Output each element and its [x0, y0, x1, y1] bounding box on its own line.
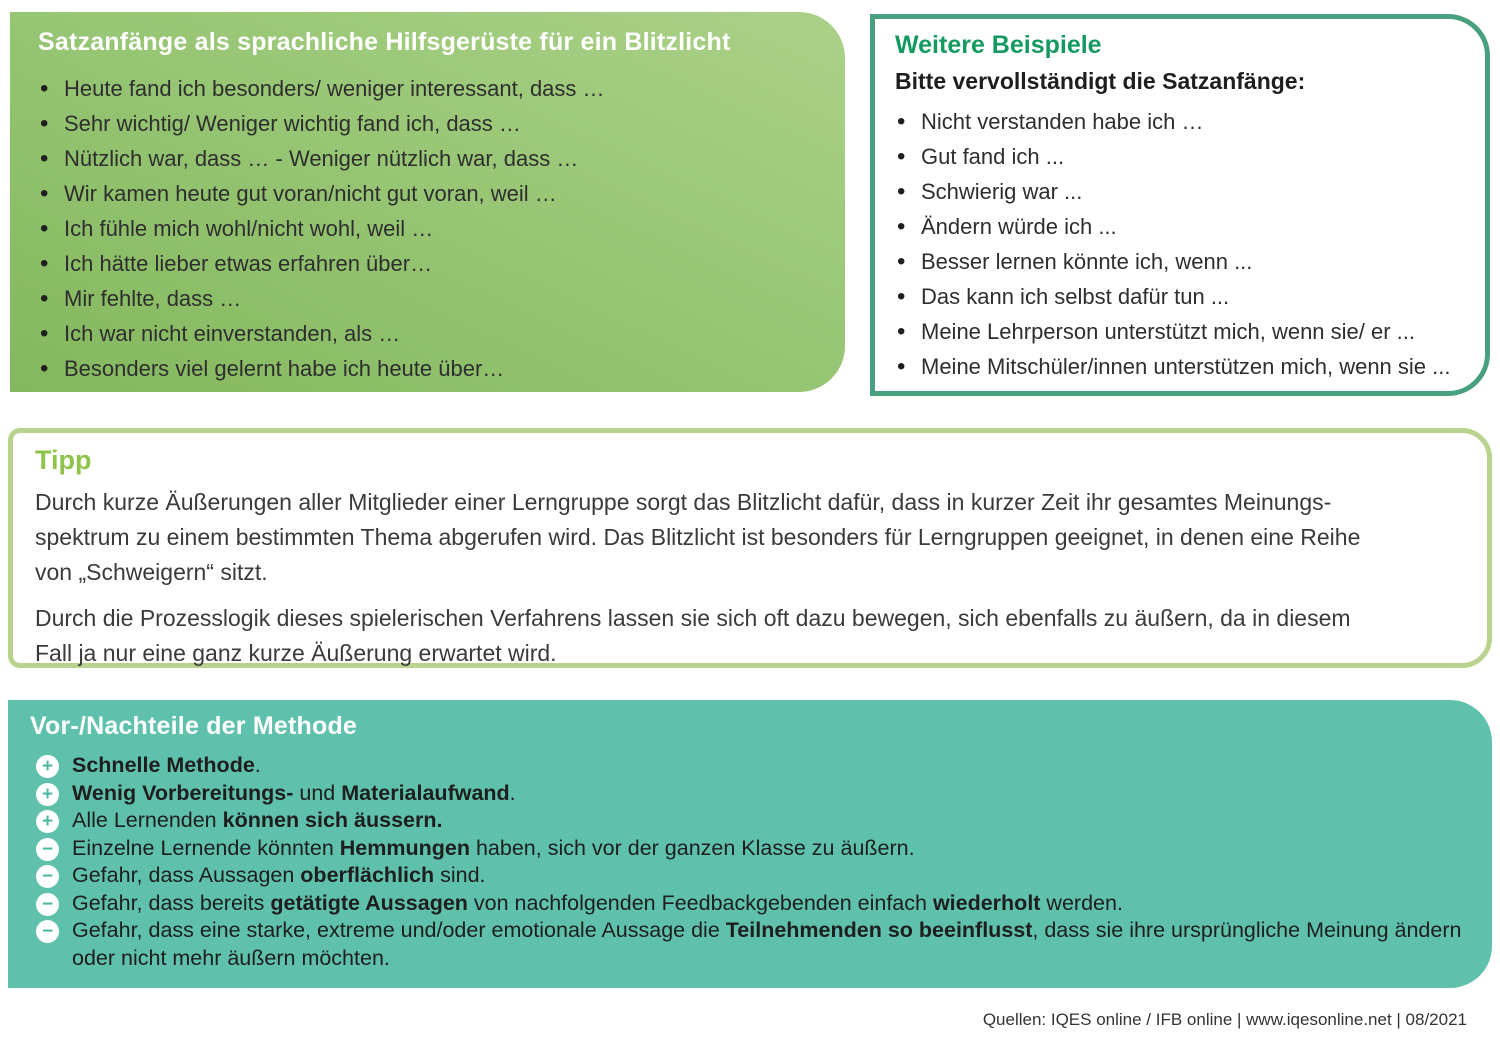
pros-cons-text: Wenig Vorbereitungs- und Materialaufwand.: [72, 780, 516, 805]
list-item: • Mir fehlte, dass …: [38, 281, 817, 316]
more-examples-list: [895, 104, 1467, 384]
pros-cons-item: [30, 835, 1468, 863]
tip-paragraphs: [35, 485, 1465, 671]
list-item: • Meine Lehrperson unterstützt mich, wenn sie/ er ...: [895, 314, 1467, 349]
tip-line: spektrum zu einem bestimmten Thema abgerufen wird. Das Blitzlicht ist besonders für Lerngruppen geeignet, in denen eine Reihe: [35, 524, 1361, 550]
pros-cons-item: [30, 862, 1468, 890]
list-item: • Nicht verstanden habe ich …: [895, 104, 1467, 139]
list-item: • Besonders viel gelernt habe ich heute über…: [38, 351, 817, 386]
pros-cons-text: Gefahr, dass bereits getätigte Aussagen von nachfolgenden Feedbackgebenden einfach wiederholt werden.: [72, 890, 1123, 915]
pros-cons-item: [30, 752, 1468, 780]
tip-line: von „Schweigern“ sitzt.: [35, 559, 268, 585]
pros-cons-text: Gefahr, dass eine starke, extreme und/oder emotionale Aussage die Teilnehmenden so beeinflusst, dass sie ihre ursprüngliche Meinung ändern oder nicht mehr äußern möchten.: [72, 918, 1462, 970]
pros-cons-item: [30, 890, 1468, 918]
tip-line: Durch die Prozesslogik dieses spielerischen Verfahrens lassen sie sich oft dazu bewegen, sich ebenfalls zu äußern, da in diesem: [35, 605, 1351, 631]
minus-icon: −: [36, 838, 59, 861]
plus-icon: +: [36, 755, 59, 778]
minus-icon: −: [36, 865, 59, 888]
pros-cons-box: [8, 700, 1492, 988]
tip-paragraph: [35, 485, 1465, 590]
tip-title: Tipp: [35, 445, 92, 475]
plus-icon: +: [36, 810, 59, 833]
list-item: • Ich war nicht einverstanden, als …: [38, 316, 817, 351]
list-item: • Sehr wichtig/ Weniger wichtig fand ich, dass …: [38, 106, 817, 141]
list-item: • Nützlich war, dass … - Weniger nützlich war, dass …: [38, 141, 817, 176]
source-footer: Quellen: IQES online / IFB online | www.iqesonline.net | 08/2021: [982, 1010, 1467, 1029]
list-item: • Wir kamen heute gut voran/nicht gut voran, weil …: [38, 176, 817, 211]
pros-cons-item: [30, 807, 1468, 835]
minus-icon: −: [36, 893, 59, 916]
pros-cons-item: [30, 780, 1468, 808]
pros-cons-title: Vor-/Nachteile der Methode: [30, 712, 358, 740]
pros-cons-text: Gefahr, dass Aussagen oberflächlich sind.: [72, 863, 486, 887]
list-item: • Ich fühle mich wohl/nicht wohl, weil …: [38, 211, 817, 246]
list-item: • Das kann ich selbst dafür tun ...: [895, 279, 1467, 314]
list-item: • Heute fand ich besonders/ weniger interessant, dass …: [38, 71, 817, 106]
list-item: • Ändern würde ich ...: [895, 209, 1467, 244]
list-item: • Ich hätte lieber etwas erfahren über…: [38, 246, 817, 281]
list-item: • Schwierig war ...: [895, 174, 1467, 209]
list-item: • Besser lernen könnte ich, wenn ...: [895, 244, 1467, 279]
more-examples-subtitle: Bitte vervollständigt die Satzanfänge:: [895, 68, 1306, 94]
tip-line: Fall ja nur eine ganz kurze Äußerung erwartet wird.: [35, 640, 557, 666]
pros-cons-text: Einzelne Lernende könnten Hemmungen haben, sich vor der ganzen Klasse zu äußern.: [72, 835, 915, 860]
tip-line: Durch kurze Äußerungen aller Mitglieder einer Lerngruppe sorgt das Blitzlicht dafür, dass in kurzer Zeit ihr gesamtes Meinungs-: [35, 489, 1332, 515]
tip-paragraph: [35, 601, 1465, 671]
plus-icon: +: [36, 783, 59, 806]
tip-box: [8, 428, 1492, 668]
sentence-starters-list: [38, 71, 817, 386]
minus-icon: −: [36, 920, 59, 943]
more-examples-box: [870, 14, 1490, 396]
sentence-starters-box: [10, 12, 845, 392]
sentence-starters-title: Satzanfänge als sprachliche Hilfsgerüste für ein Blitzlicht: [38, 28, 731, 56]
list-item: • Meine Mitschüler/innen unterstützen mich, wenn sie ...: [895, 349, 1467, 384]
pros-cons-item: [30, 917, 1468, 972]
pros-cons-list: [30, 752, 1468, 972]
list-item: • Gut fand ich ...: [895, 139, 1467, 174]
pros-cons-text: Alle Lernenden können sich äussern.: [72, 808, 443, 832]
pros-cons-text: Schnelle Methode.: [72, 753, 261, 777]
more-examples-title: Weitere Beispiele: [895, 31, 1102, 59]
